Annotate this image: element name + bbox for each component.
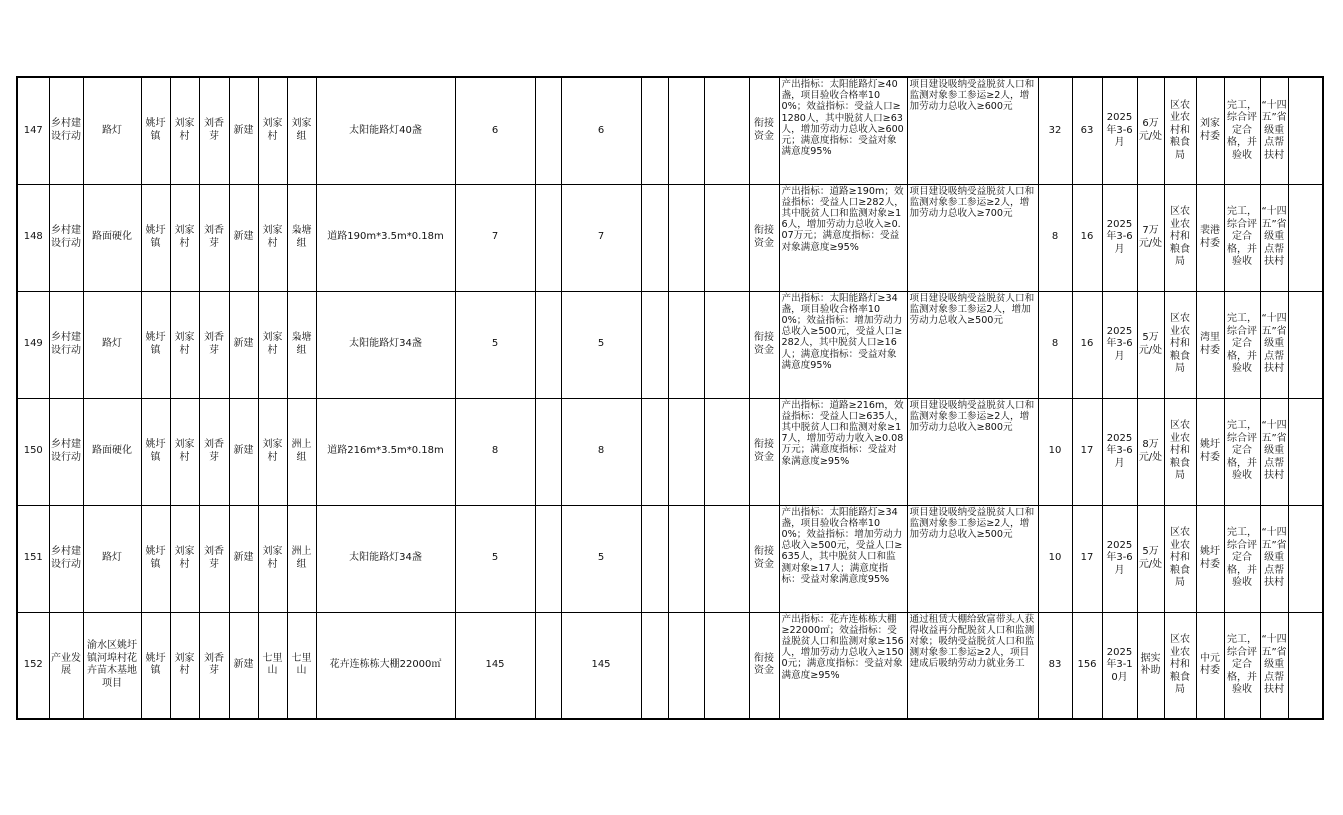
project-name: 路灯 — [83, 77, 141, 184]
empty-cell — [1288, 184, 1323, 291]
contact-person: 刘香芽 — [199, 612, 229, 719]
remarks: “十四五”省级重点帮扶村 — [1260, 77, 1288, 184]
benefit-households: 32 — [1038, 77, 1072, 184]
row-number: 148 — [17, 184, 49, 291]
empty-cell — [641, 184, 668, 291]
competent-department: 区农业农村和粮食局 — [1164, 291, 1196, 398]
acceptance-status: 完工，综合评定合格，并验收 — [1224, 184, 1260, 291]
village: 刘家村 — [170, 612, 199, 719]
empty-cell — [668, 612, 704, 719]
competent-department: 区农业农村和粮食局 — [1164, 184, 1196, 291]
location-village: 刘家村 — [258, 184, 287, 291]
empty-cell — [704, 505, 749, 612]
benefit-persons: 156 — [1072, 612, 1102, 719]
implementing-unit: 姚圩村委 — [1196, 398, 1224, 505]
project-category: 乡村建设行动 — [49, 77, 83, 184]
fund-amount: 6 — [561, 77, 641, 184]
table-row — [17, 77, 1323, 184]
table-row — [17, 398, 1323, 505]
remarks: “十四五”省级重点帮扶村 — [1260, 184, 1288, 291]
row-number: 152 — [17, 612, 49, 719]
implementation-period: 2025年3-6月 — [1102, 398, 1137, 505]
project-category: 产业发展 — [49, 612, 83, 719]
benefit-households: 10 — [1038, 505, 1072, 612]
row-number: 149 — [17, 291, 49, 398]
remarks: “十四五”省级重点帮扶村 — [1260, 291, 1288, 398]
benefit-persons: 16 — [1072, 291, 1102, 398]
empty-cell — [1288, 612, 1323, 719]
location-group: 枭塘组 — [287, 291, 316, 398]
benefit-households: 10 — [1038, 398, 1072, 505]
construction-type: 新建 — [229, 291, 258, 398]
empty-cell — [668, 505, 704, 612]
subsidy-standard: 8万元/处 — [1137, 398, 1164, 505]
total-investment: 5 — [455, 505, 535, 612]
location-village: 七里山 — [258, 612, 287, 719]
row-number: 147 — [17, 77, 49, 184]
village: 刘家村 — [170, 77, 199, 184]
implementing-unit: 裴港村委 — [1196, 184, 1224, 291]
implementing-unit: 姚圩村委 — [1196, 505, 1224, 612]
fund-amount: 5 — [561, 505, 641, 612]
acceptance-status: 完工，综合评定合格，并验收 — [1224, 505, 1260, 612]
empty-cell — [704, 184, 749, 291]
empty-cell — [641, 398, 668, 505]
table-row — [17, 291, 1323, 398]
fund-source: 衔接资金 — [749, 398, 779, 505]
subsidy-standard: 5万元/处 — [1137, 505, 1164, 612]
performance-target: 产出指标：太阳能路灯≥40盏，项目验收合格率100%；效益指标：受益人口≥1280人，其中脱贫人口≥63人，增加劳动力总收入≥600元；满意度指标：受益对象满意度95% — [779, 77, 907, 184]
location-village: 刘家村 — [258, 398, 287, 505]
town: 姚圩镇 — [141, 398, 170, 505]
table-row — [17, 184, 1323, 291]
project-name: 路灯 — [83, 291, 141, 398]
remarks: “十四五”省级重点帮扶村 — [1260, 505, 1288, 612]
subsidy-standard: 5万元/处 — [1137, 291, 1164, 398]
empty-cell — [535, 505, 561, 612]
benefit-persons: 17 — [1072, 505, 1102, 612]
town: 姚圩镇 — [141, 77, 170, 184]
project-name: 路面硬化 — [83, 184, 141, 291]
performance-target: 产出指标：太阳能路灯≥34盏，项目验收合格率100%；效益指标：增加劳动力总收入≥500元，受益人口≥635人，其中脱贫人口和监测对象≥17人；满意度指标：受益对象满意度95% — [779, 505, 907, 612]
fund-source: 衔接资金 — [749, 505, 779, 612]
project-name: 路灯 — [83, 505, 141, 612]
empty-cell — [1288, 398, 1323, 505]
empty-cell — [535, 77, 561, 184]
empty-cell — [535, 612, 561, 719]
competent-department: 区农业农村和粮食局 — [1164, 505, 1196, 612]
construction-type: 新建 — [229, 612, 258, 719]
benefit-mechanism: 项目建设吸纳受益脱贫人口和监测对象参工参运2人，增加劳动力总收入≥500元 — [907, 291, 1038, 398]
construction-content: 太阳能路灯34盏 — [316, 291, 455, 398]
fund-amount: 8 — [561, 398, 641, 505]
fund-source: 衔接资金 — [749, 291, 779, 398]
fund-amount: 7 — [561, 184, 641, 291]
implementation-period: 2025年3-6月 — [1102, 184, 1137, 291]
empty-cell — [641, 77, 668, 184]
location-group: 七里山 — [287, 612, 316, 719]
project-name: 路面硬化 — [83, 398, 141, 505]
project-category: 乡村建设行动 — [49, 505, 83, 612]
contact-person: 刘香芽 — [199, 184, 229, 291]
implementing-unit: 中元村委 — [1196, 612, 1224, 719]
town: 姚圩镇 — [141, 291, 170, 398]
construction-type: 新建 — [229, 398, 258, 505]
construction-type: 新建 — [229, 77, 258, 184]
location-group: 刘家组 — [287, 77, 316, 184]
town: 姚圩镇 — [141, 505, 170, 612]
benefit-mechanism: 项目建设吸纳受益脱贫人口和监测对象参工参运≥2人，增加劳动力总收入≥600元 — [907, 77, 1038, 184]
benefit-persons: 63 — [1072, 77, 1102, 184]
empty-cell — [1288, 77, 1323, 184]
contact-person: 刘香芽 — [199, 291, 229, 398]
project-name: 渝水区姚圩镇河埠村花卉苗木基地项目 — [83, 612, 141, 719]
project-category: 乡村建设行动 — [49, 398, 83, 505]
empty-cell — [668, 398, 704, 505]
benefit-households: 8 — [1038, 291, 1072, 398]
acceptance-status: 完工，综合评定合格，并验收 — [1224, 77, 1260, 184]
acceptance-status: 完工，综合评定合格，并验收 — [1224, 291, 1260, 398]
location-village: 刘家村 — [258, 505, 287, 612]
empty-cell — [704, 291, 749, 398]
fund-source: 衔接资金 — [749, 184, 779, 291]
location-group: 洲上组 — [287, 505, 316, 612]
village: 刘家村 — [170, 184, 199, 291]
construction-type: 新建 — [229, 184, 258, 291]
total-investment: 7 — [455, 184, 535, 291]
competent-department: 区农业农村和粮食局 — [1164, 398, 1196, 505]
project-table — [16, 76, 1324, 720]
benefit-mechanism: 项目建设吸纳受益脱贫人口和监测对象参工参运≥2人，增加劳动力总收入≥700元 — [907, 184, 1038, 291]
implementing-unit: 湾里村委 — [1196, 291, 1224, 398]
acceptance-status: 完工，综合评定合格，并验收 — [1224, 612, 1260, 719]
empty-cell — [704, 77, 749, 184]
row-number: 150 — [17, 398, 49, 505]
village: 刘家村 — [170, 291, 199, 398]
construction-content: 花卉连栋栋大棚22000㎡ — [316, 612, 455, 719]
construction-content: 道路216m*3.5m*0.18m — [316, 398, 455, 505]
total-investment: 5 — [455, 291, 535, 398]
competent-department: 区农业农村和粮食局 — [1164, 77, 1196, 184]
total-investment: 8 — [455, 398, 535, 505]
town: 姚圩镇 — [141, 184, 170, 291]
subsidy-standard: 6万元/处 — [1137, 77, 1164, 184]
empty-cell — [535, 184, 561, 291]
construction-content: 太阳能路灯34盏 — [316, 505, 455, 612]
table-body — [17, 77, 1323, 719]
implementation-period: 2025年3-6月 — [1102, 77, 1137, 184]
implementation-period: 2025年3-6月 — [1102, 505, 1137, 612]
location-group: 洲上组 — [287, 398, 316, 505]
fund-amount: 5 — [561, 291, 641, 398]
benefit-mechanism: 项目建设吸纳受益脱贫人口和监测对象参工参运≥2人，增加劳动力总收入≥800元 — [907, 398, 1038, 505]
remarks: “十四五”省级重点帮扶村 — [1260, 398, 1288, 505]
project-category: 乡村建设行动 — [49, 291, 83, 398]
implementation-period: 2025年3-10月 — [1102, 612, 1137, 719]
benefit-mechanism: 项目建设吸纳受益脱贫人口和监测对象参工参运≥2人，增加劳动力总收入≥500元 — [907, 505, 1038, 612]
implementing-unit: 刘家村委 — [1196, 77, 1224, 184]
empty-cell — [1288, 291, 1323, 398]
empty-cell — [535, 291, 561, 398]
construction-content: 太阳能路灯40盏 — [316, 77, 455, 184]
contact-person: 刘香芽 — [199, 77, 229, 184]
acceptance-status: 完工，综合评定合格，并验收 — [1224, 398, 1260, 505]
table-row — [17, 505, 1323, 612]
location-village: 刘家村 — [258, 77, 287, 184]
contact-person: 刘香芽 — [199, 398, 229, 505]
construction-content: 道路190m*3.5m*0.18m — [316, 184, 455, 291]
empty-cell — [641, 291, 668, 398]
row-number: 151 — [17, 505, 49, 612]
benefit-mechanism: 通过租赁大棚给致富带头人获得收益再分配脱贫人口和监测对象；吸纳受益脱贫人口和监测对象参工参运≥2人，项目建成后吸纳劳动力就业务工 — [907, 612, 1038, 719]
remarks: “十四五”省级重点帮扶村 — [1260, 612, 1288, 719]
empty-cell — [668, 184, 704, 291]
subsidy-standard: 7万元/处 — [1137, 184, 1164, 291]
implementation-period: 2025年3-6月 — [1102, 291, 1137, 398]
benefit-persons: 16 — [1072, 184, 1102, 291]
total-investment: 6 — [455, 77, 535, 184]
performance-target: 产出指标：太阳能路灯≥34盏，项目验收合格率100%；效益指标：增加劳动力总收入≥500元，受益人口≥282人，其中脱贫人口≥16人；满意度指标：受益对象满意度95% — [779, 291, 907, 398]
empty-cell — [704, 612, 749, 719]
empty-cell — [535, 398, 561, 505]
project-category: 乡村建设行动 — [49, 184, 83, 291]
benefit-households: 83 — [1038, 612, 1072, 719]
village: 刘家村 — [170, 505, 199, 612]
empty-cell — [668, 291, 704, 398]
total-investment: 145 — [455, 612, 535, 719]
empty-cell — [704, 398, 749, 505]
performance-target: 产出指标：道路≥216m，效益指标：受益人口≥635人，其中脱贫人口和监测对象≥17人，增加劳动力收入≥0.08万元；满意度指标：受益对象满意度≥95% — [779, 398, 907, 505]
contact-person: 刘香芽 — [199, 505, 229, 612]
fund-amount: 145 — [561, 612, 641, 719]
competent-department: 区农业农村和粮食局 — [1164, 612, 1196, 719]
fund-source: 衔接资金 — [749, 77, 779, 184]
table-row — [17, 612, 1323, 719]
subsidy-standard: 据实补助 — [1137, 612, 1164, 719]
empty-cell — [641, 505, 668, 612]
empty-cell — [668, 77, 704, 184]
empty-cell — [1288, 505, 1323, 612]
performance-target: 产出指标：花卉连栋栋大棚≥22000㎡；效益指标：受益脱贫人口和监测对象≥156人，增加劳动力总收入≥1500元；满意度指标：受益对象满意度≥95% — [779, 612, 907, 719]
benefit-households: 8 — [1038, 184, 1072, 291]
town: 姚圩镇 — [141, 612, 170, 719]
empty-cell — [641, 612, 668, 719]
village: 刘家村 — [170, 398, 199, 505]
construction-type: 新建 — [229, 505, 258, 612]
performance-target: 产出指标：道路≥190m；效益指标：受益人口≥282人，其中脱贫人口和监测对象≥16人，增加劳动力总收入≥0.07万元；满意度指标：受益对象满意度≥95% — [779, 184, 907, 291]
location-group: 枭塘组 — [287, 184, 316, 291]
fund-source: 衔接资金 — [749, 612, 779, 719]
location-village: 刘家村 — [258, 291, 287, 398]
benefit-persons: 17 — [1072, 398, 1102, 505]
